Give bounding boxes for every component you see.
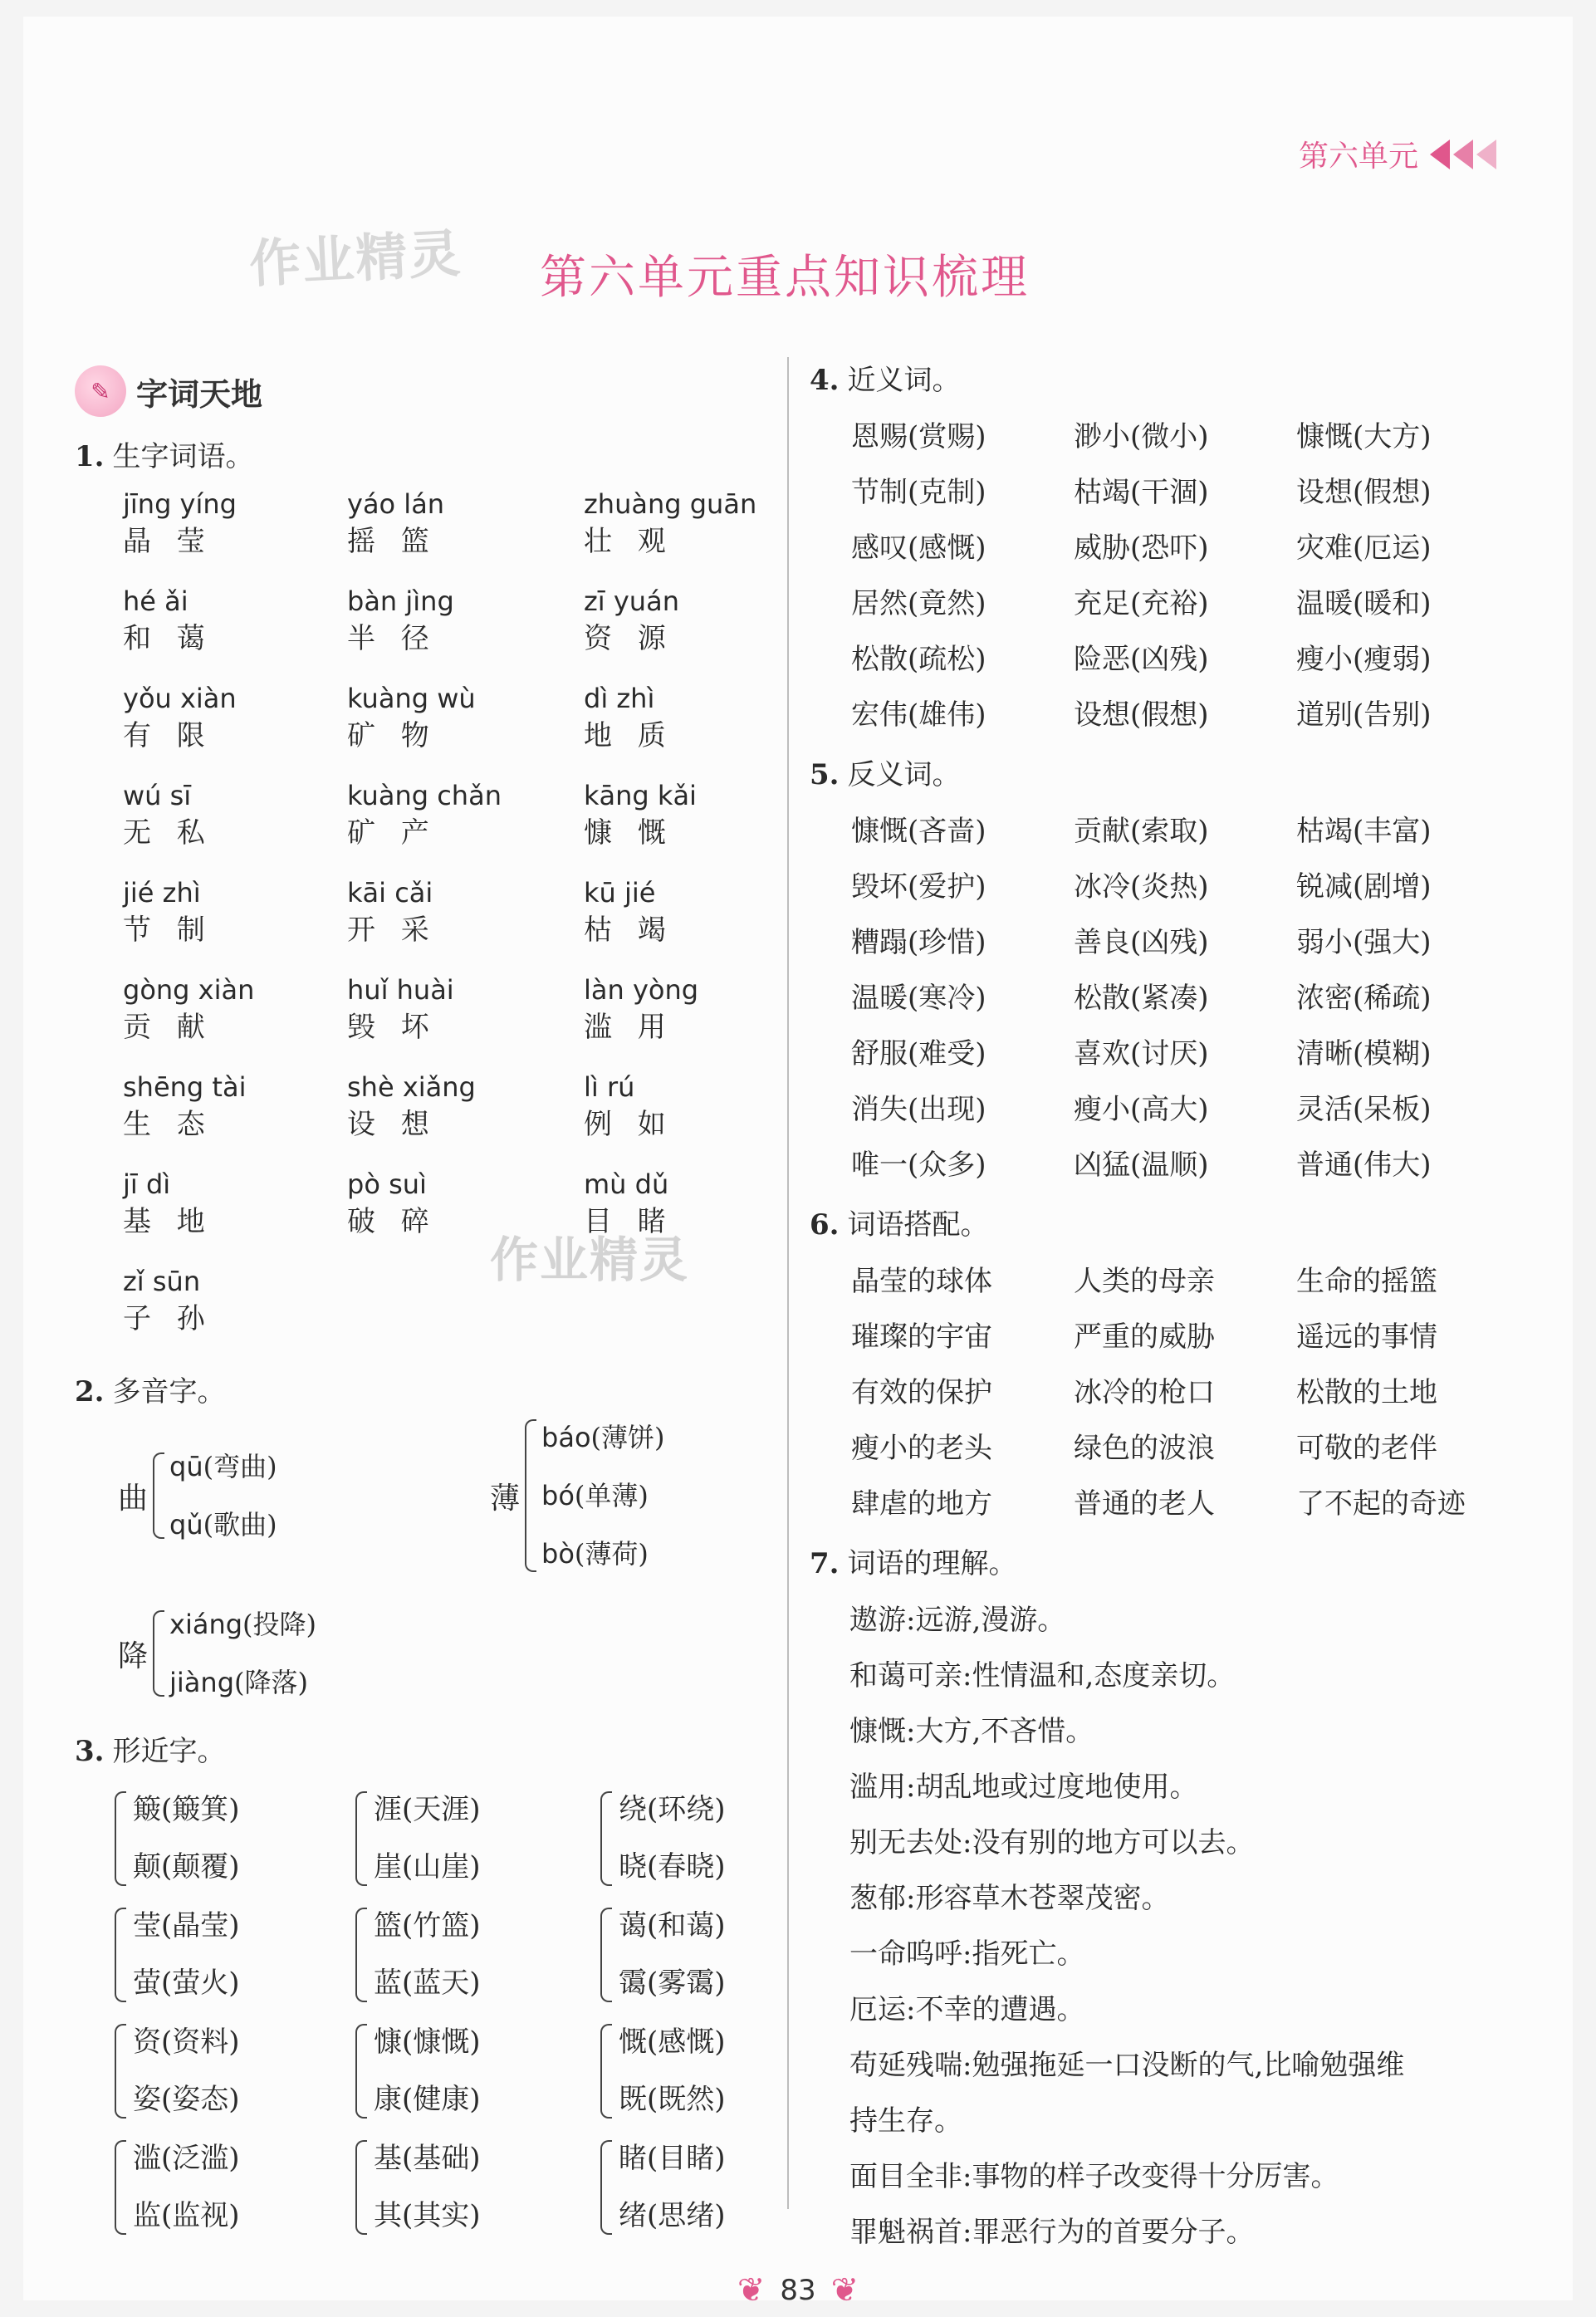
synonym-pair: 松散(疏松) xyxy=(851,643,986,676)
word-entry xyxy=(584,486,800,583)
similar-char-group xyxy=(355,1897,600,2013)
similar-char-item: 监(监视) xyxy=(133,2199,240,2232)
similar-char-group xyxy=(600,2013,816,2129)
pinyin: huǐ huài xyxy=(347,974,454,1006)
hanzi: 壮 观 xyxy=(584,525,674,558)
antonym-pair: 冰冷(炎热) xyxy=(1074,870,1209,904)
hanzi: 有 限 xyxy=(123,719,213,752)
word-entry xyxy=(584,777,800,874)
pinyin: bàn jìng xyxy=(347,585,454,617)
word-entry xyxy=(123,972,347,1069)
similar-char-item: 睹(目睹) xyxy=(619,2142,726,2175)
similar-char-item: 康(健康) xyxy=(374,2083,481,2116)
polyphone-reading: bò(薄荷) xyxy=(541,1538,649,1570)
similar-char-item: 绕(环绕) xyxy=(619,1793,726,1826)
antonym-pair: 贡献(索取) xyxy=(1074,815,1209,848)
synonym-pair: 宏伟(雄伟) xyxy=(851,698,986,732)
collocation: 冰冷的枪口 xyxy=(1074,1376,1215,1409)
watermark: 作业精灵 xyxy=(490,1232,690,1288)
similar-char-group xyxy=(600,1897,816,2013)
hanzi: 节 制 xyxy=(123,914,213,947)
polyphone-reading: xiáng(投降) xyxy=(169,1609,317,1640)
similar-char-item: 滥(泛滥) xyxy=(133,2142,240,2175)
similar-char-item: 绪(思绪) xyxy=(619,2199,726,2232)
item-7-heading: 7. 词语的理解。 xyxy=(810,1547,1017,1580)
brace xyxy=(355,2024,367,2119)
brace xyxy=(600,1791,612,1886)
item-1-heading: 1. 生字词语。 xyxy=(75,440,254,473)
collocation: 松散的土地 xyxy=(1296,1376,1437,1409)
word-entry xyxy=(123,874,347,972)
collocation: 严重的威胁 xyxy=(1074,1320,1215,1354)
hanzi: 晶 莹 xyxy=(123,525,213,558)
definition-line: 慷慨:大方,不吝惜。 xyxy=(849,1715,1094,1748)
word-entry xyxy=(123,1166,347,1263)
synonym-pair: 慷慨(大方) xyxy=(1296,420,1432,453)
brace xyxy=(600,2024,612,2119)
pinyin: dì zhì xyxy=(584,683,655,714)
similar-char-item: 既(既然) xyxy=(619,2083,726,2116)
word-entry xyxy=(584,972,800,1069)
similar-char-group xyxy=(115,1781,355,1897)
similar-char-item: 颠(颠覆) xyxy=(133,1850,240,1883)
brace xyxy=(355,1791,367,1886)
similar-char-group xyxy=(355,2129,600,2246)
antonym-pair: 灵活(呆板) xyxy=(1296,1093,1432,1126)
section-header xyxy=(75,365,781,417)
hanzi: 半 径 xyxy=(347,622,438,655)
item-3-heading: 3. 形近字。 xyxy=(75,1735,226,1768)
pinyin: jié zhì xyxy=(123,877,201,909)
left-column xyxy=(75,365,781,2246)
similar-char-item: 资(资料) xyxy=(133,2026,240,2059)
polyphone-reading: báo(薄饼) xyxy=(541,1422,665,1453)
similar-char-item: 基(基础) xyxy=(374,2142,481,2175)
antonyms-grid xyxy=(851,804,1540,1193)
pinyin: kuàng wù xyxy=(347,683,476,714)
synonym-pair: 节制(克制) xyxy=(851,476,986,509)
synonym-pair: 灾难(厄运) xyxy=(1296,531,1432,565)
arrow-left-icon xyxy=(1453,140,1473,169)
arrow-left-icon xyxy=(1476,140,1496,169)
similar-char-item: 涯(天涯) xyxy=(374,1793,481,1826)
item-6-heading: 6. 词语搭配。 xyxy=(810,1208,989,1242)
hanzi: 地 质 xyxy=(584,719,674,752)
hanzi: 矿 物 xyxy=(347,719,438,752)
similar-char-lines xyxy=(133,2014,240,2128)
word-entry xyxy=(123,1263,347,1360)
definition-line: 别无去处:没有别的地方可以去。 xyxy=(849,1826,1255,1859)
similar-char-group xyxy=(115,1897,355,2013)
similar-char-group xyxy=(600,2129,816,2246)
brace xyxy=(153,1610,164,1697)
similar-char-lines xyxy=(619,1781,726,1896)
collocation: 璀璨的宇宙 xyxy=(851,1320,992,1354)
polyphone-reading: qū(弯曲) xyxy=(169,1451,277,1482)
similar-char-group xyxy=(115,2013,355,2129)
antonym-pair: 唯一(众多) xyxy=(851,1149,986,1182)
polyphone-group: 降 xiáng(投降) jiàng(降落) xyxy=(118,1595,316,1712)
hanzi: 目 睹 xyxy=(584,1205,674,1238)
similar-char-lines xyxy=(374,1898,481,2012)
page-title: 第六单元重点知识梳理 xyxy=(540,251,1030,305)
similar-char-item: 蓝(蓝天) xyxy=(374,1967,481,2000)
word-entry xyxy=(347,972,584,1069)
pinyin: pò suì xyxy=(347,1168,427,1200)
similar-char-item: 慨(感慨) xyxy=(619,2026,726,2059)
pinyin: wú sī xyxy=(123,780,192,811)
antonym-pair: 浓密(稀疏) xyxy=(1296,982,1432,1015)
polyphone-group: 薄 báo(薄饼) bó(单薄) bò(薄荷) xyxy=(490,1408,665,1583)
definition-line: 罪魁祸首:罪恶行为的首要分子。 xyxy=(849,2216,1255,2249)
antonym-pair: 瘦小(高大) xyxy=(1074,1093,1209,1126)
triple-arrow-icon xyxy=(1430,140,1496,169)
pinyin: lì rú xyxy=(584,1071,635,1103)
antonym-pair: 糟蹋(珍惜) xyxy=(851,926,986,959)
brace xyxy=(153,1452,164,1539)
synonym-pair: 感叹(感慨) xyxy=(851,531,986,565)
pinyin: zǐ sūn xyxy=(123,1266,201,1297)
collocation: 晶莹的球体 xyxy=(851,1265,992,1298)
definition-line: 苟延残喘:勉强拖延一口没断的气,比喻勉强维 xyxy=(849,2049,1405,2082)
definition-line: 葱郁:形容草木苍翠茂密。 xyxy=(849,1882,1170,1915)
similar-char-lines xyxy=(619,2130,726,2245)
item-5-heading: 5. 反义词。 xyxy=(810,758,961,791)
similar-char-item: 莹(晶莹) xyxy=(133,1909,240,1942)
polyphone-reading: jiàng(降落) xyxy=(169,1667,308,1698)
synonym-pair: 险恶(凶残) xyxy=(1074,643,1209,676)
hanzi: 生 态 xyxy=(123,1108,213,1141)
similar-char-lines xyxy=(619,1898,726,2012)
word-entry xyxy=(584,874,800,972)
synonym-pair: 瘦小(瘦弱) xyxy=(1296,643,1432,676)
hanzi: 无 私 xyxy=(123,816,213,850)
similar-char-group xyxy=(355,2013,600,2129)
antonym-pair: 温暖(寒冷) xyxy=(851,982,986,1015)
antonym-pair: 枯竭(丰富) xyxy=(1296,815,1432,848)
similar-char-item: 篮(竹篮) xyxy=(374,1909,481,1942)
swirl-ornament-icon: ❦ xyxy=(830,2271,859,2310)
definition-line: 持生存。 xyxy=(849,2104,962,2138)
pinyin: jīng yíng xyxy=(123,488,237,520)
pinyin: kuàng chǎn xyxy=(347,780,502,811)
word-entry xyxy=(123,777,347,874)
brace xyxy=(115,2140,126,2235)
hanzi: 子 孙 xyxy=(123,1302,213,1335)
antonym-pair: 弱小(强大) xyxy=(1296,926,1432,959)
similar-char-lines xyxy=(374,2014,481,2128)
watermark: 作业精灵 xyxy=(247,223,464,295)
synonym-pair: 枯竭(干涸) xyxy=(1074,476,1209,509)
antonym-pair: 普通(伟大) xyxy=(1296,1149,1432,1182)
synonym-pair: 温暖(暖和) xyxy=(1296,587,1432,620)
synonym-pair: 设想(假想) xyxy=(1074,698,1209,732)
antonym-pair: 慷慨(吝啬) xyxy=(851,815,986,848)
similar-char-item: 霭(雾霭) xyxy=(619,1967,726,2000)
hanzi: 设 想 xyxy=(347,1108,438,1141)
hanzi: 摇 篮 xyxy=(347,525,438,558)
similar-char-lines xyxy=(133,1898,240,2012)
section-title: 字词天地 xyxy=(136,375,263,413)
book-icon: ✎ xyxy=(75,365,126,417)
hanzi: 破 碎 xyxy=(347,1205,438,1238)
antonym-pair: 锐减(剧增) xyxy=(1296,870,1432,904)
similar-char-item: 其(其实) xyxy=(374,2199,481,2232)
pinyin: jī dì xyxy=(123,1168,171,1200)
collocations-grid xyxy=(851,1254,1540,1532)
collocation: 生命的摇篮 xyxy=(1296,1265,1437,1298)
antonym-pair: 松散(紧凑) xyxy=(1074,982,1209,1015)
similar-char-lines xyxy=(374,2130,481,2245)
synonym-pair: 恩赐(赏赐) xyxy=(851,420,986,453)
antonym-pair: 喜欢(讨厌) xyxy=(1074,1037,1209,1070)
word-entry xyxy=(347,486,584,583)
similar-char-item: 萤(萤火) xyxy=(133,1967,240,2000)
synonym-pair: 居然(竟然) xyxy=(851,587,986,620)
collocation: 人类的母亲 xyxy=(1074,1265,1215,1298)
word-entry xyxy=(123,583,347,680)
similar-char-item: 簸(簸箕) xyxy=(133,1793,240,1826)
brace xyxy=(115,1791,126,1886)
hanzi: 例 如 xyxy=(584,1108,674,1141)
page-footer xyxy=(0,2271,1596,2310)
arrow-left-icon xyxy=(1430,140,1450,169)
definition-line: 面目全非:事物的样子改变得十分厉害。 xyxy=(849,2160,1339,2193)
antonym-pair: 舒服(难受) xyxy=(851,1037,986,1070)
polyphone-section xyxy=(75,1421,781,1745)
word-entry xyxy=(347,583,584,680)
hanzi: 滥 用 xyxy=(584,1011,674,1044)
hanzi: 和 蔼 xyxy=(123,622,213,655)
polyphone-reading: bó(单薄) xyxy=(541,1480,649,1511)
collocation: 肆虐的地方 xyxy=(851,1487,992,1521)
hanzi: 基 地 xyxy=(123,1205,213,1238)
similar-char-lines xyxy=(374,1781,481,1896)
item-4-heading: 4. 近义词。 xyxy=(810,364,961,397)
definition-line: 厄运:不幸的遭遇。 xyxy=(849,1993,1085,2026)
antonym-pair: 清晰(模糊) xyxy=(1296,1037,1432,1070)
pinyin: mù dǔ xyxy=(584,1168,669,1200)
definition-line: 一命呜呼:指死亡。 xyxy=(849,1937,1085,1971)
hanzi: 枯 竭 xyxy=(584,914,674,947)
similar-char-item: 蔼(和蔼) xyxy=(619,1909,726,1942)
collocation: 绿色的波浪 xyxy=(1074,1432,1215,1465)
word-entry xyxy=(123,486,347,583)
pinyin: zī yuán xyxy=(584,585,679,617)
pinyin: zhuàng guān xyxy=(584,488,757,520)
hanzi: 资 源 xyxy=(584,622,674,655)
similar-char-lines xyxy=(619,2014,726,2128)
synonym-pair: 威胁(恐吓) xyxy=(1074,531,1209,565)
word-entry xyxy=(347,680,584,777)
antonym-pair: 消失(出现) xyxy=(851,1093,986,1126)
pinyin: shè xiǎng xyxy=(347,1071,476,1103)
hanzi: 开 采 xyxy=(347,914,438,947)
synonym-pair: 渺小(微小) xyxy=(1074,420,1209,453)
pinyin: gòng xiàn xyxy=(123,974,255,1006)
similar-char-lines xyxy=(133,1781,240,1896)
word-entry xyxy=(347,777,584,874)
collocation: 可敬的老伴 xyxy=(1296,1432,1437,1465)
word-entry xyxy=(347,874,584,972)
definition-line: 遨游:远游,漫游。 xyxy=(849,1604,1066,1637)
brace xyxy=(525,1419,536,1572)
pinyin: shēng tài xyxy=(123,1071,247,1103)
right-column xyxy=(810,349,1540,2261)
item-2-heading: 2. 多音字。 xyxy=(75,1375,226,1408)
hanzi: 毁 坏 xyxy=(347,1011,438,1044)
brace xyxy=(600,2140,612,2235)
polyphone-group: 曲 qū(弯曲) qǔ(歌曲) xyxy=(118,1438,277,1554)
synonym-pair: 道别(告别) xyxy=(1296,698,1432,732)
collocation: 瘦小的老头 xyxy=(851,1432,992,1465)
collocation: 有效的保护 xyxy=(851,1376,992,1409)
collocation: 遥远的事情 xyxy=(1296,1320,1437,1354)
page-number: 83 xyxy=(780,2274,816,2307)
similar-char-item: 晓(春晓) xyxy=(619,1850,726,1883)
similar-char-item: 姿(姿态) xyxy=(133,2083,240,2116)
pinyin: hé ǎi xyxy=(123,585,188,617)
antonym-pair: 凶猛(温顺) xyxy=(1074,1149,1209,1182)
unit-label-text: 第六单元 xyxy=(1298,140,1418,174)
brace xyxy=(115,1908,126,2002)
pinyin: yǒu xiàn xyxy=(123,683,237,714)
hanzi: 慷 慨 xyxy=(584,816,674,850)
similar-char-item: 慷(慷慨) xyxy=(374,2026,481,2059)
brace xyxy=(355,1908,367,2002)
similar-characters-grid xyxy=(115,1781,781,2246)
pinyin: kū jié xyxy=(584,877,656,909)
synonym-pair: 设想(假想) xyxy=(1296,476,1432,509)
brace xyxy=(600,1908,612,2002)
antonym-pair: 毁坏(爱护) xyxy=(851,870,986,904)
swirl-ornament-icon: ❦ xyxy=(737,2271,766,2310)
word-entry xyxy=(584,1069,800,1166)
collocation: 了不起的奇迹 xyxy=(1296,1487,1466,1521)
definitions-list xyxy=(810,1593,1540,2261)
word-entry xyxy=(123,1069,347,1166)
hanzi: 贡 献 xyxy=(123,1011,213,1044)
similar-char-lines xyxy=(133,2130,240,2245)
synonym-pair: 充足(充裕) xyxy=(1074,587,1209,620)
pinyin: kāi cǎi xyxy=(347,877,433,909)
pinyin: kāng kǎi xyxy=(584,780,697,811)
word-entry xyxy=(123,680,347,777)
definition-line: 滥用:胡乱地或过度地使用。 xyxy=(849,1771,1198,1804)
word-entry xyxy=(347,1069,584,1166)
brace xyxy=(115,2024,126,2119)
brace xyxy=(355,2140,367,2235)
similar-char-group xyxy=(600,1781,816,1897)
pinyin: làn yòng xyxy=(584,974,699,1006)
similar-char-item: 崖(山崖) xyxy=(374,1850,481,1883)
collocation: 普通的老人 xyxy=(1074,1487,1215,1521)
similar-char-group xyxy=(115,2129,355,2246)
antonym-pair: 善良(凶残) xyxy=(1074,926,1209,959)
polyphone-reading: qǔ(歌曲) xyxy=(169,1509,277,1541)
definition-line: 和蔼可亲:性情温和,态度亲切。 xyxy=(849,1659,1236,1692)
unit-label xyxy=(1299,133,1496,175)
word-entry xyxy=(584,583,800,680)
word-entry xyxy=(584,680,800,777)
hanzi: 矿 产 xyxy=(347,816,438,850)
similar-char-group xyxy=(355,1781,600,1897)
synonyms-grid xyxy=(851,409,1540,743)
pinyin: yáo lán xyxy=(347,488,445,520)
